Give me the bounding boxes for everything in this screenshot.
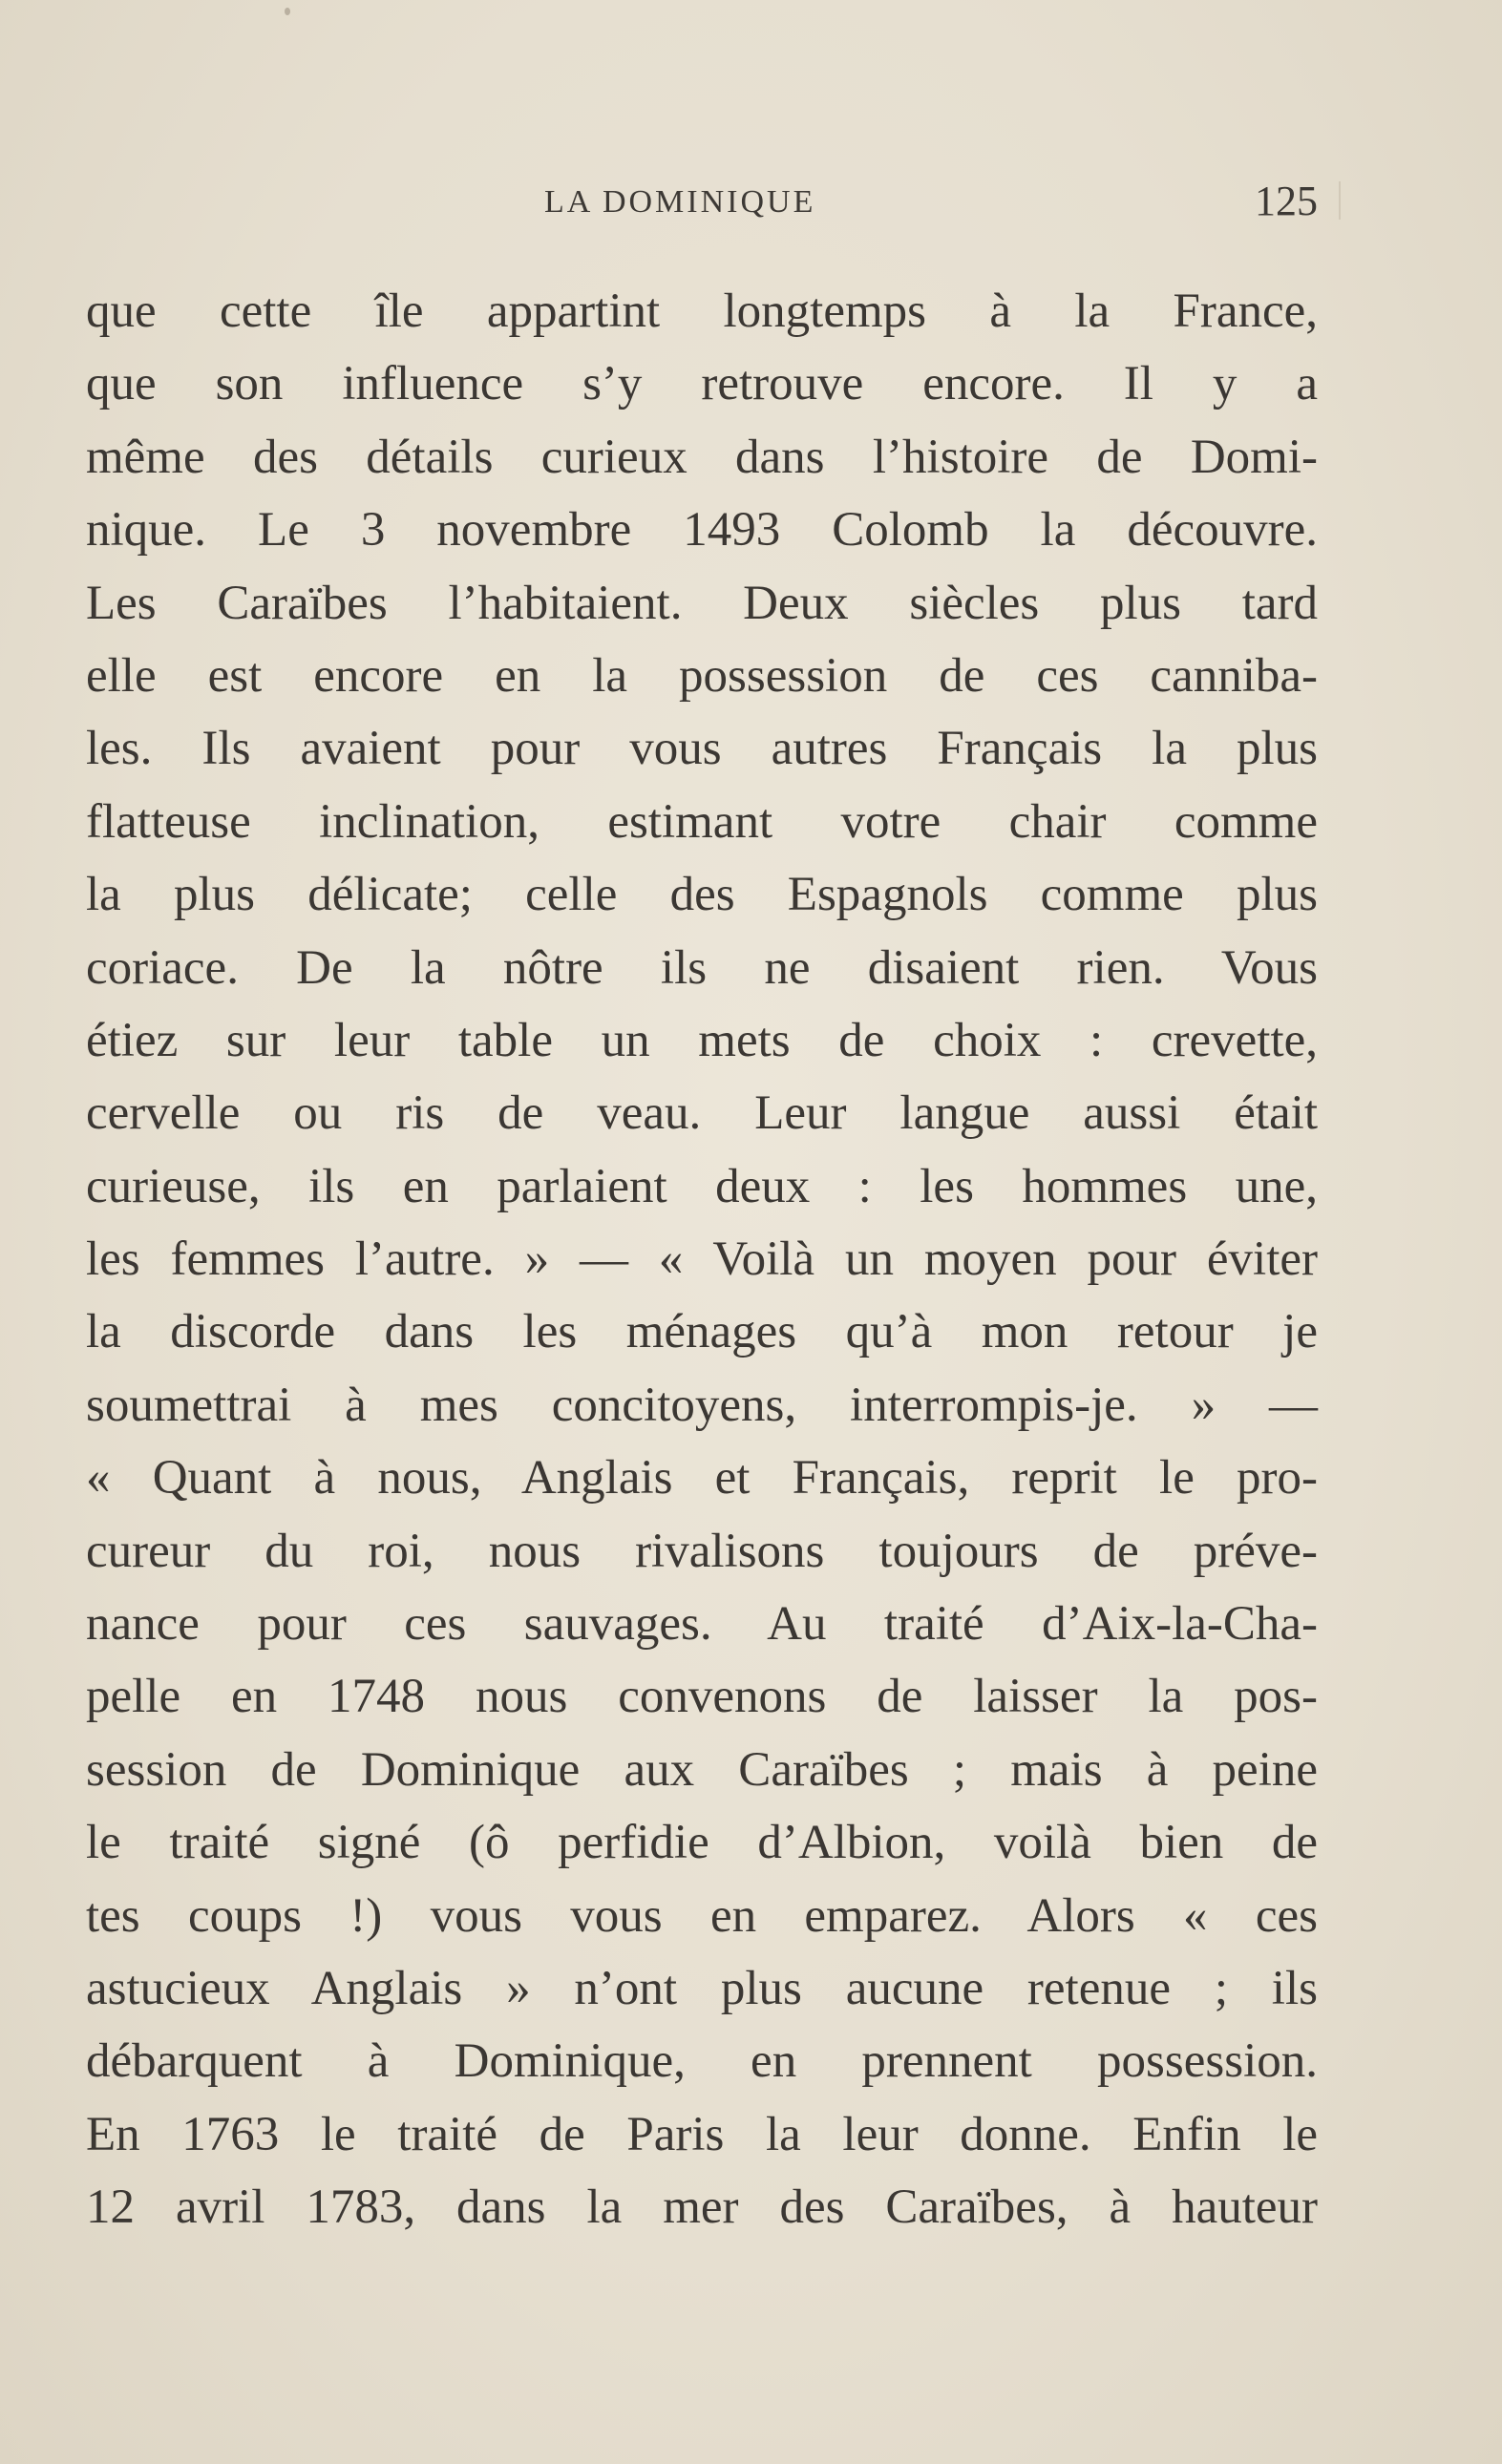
text-line: astucieux Anglais » n’ont plus aucune retenue ; ils <box>86 1961 1318 2015</box>
text-line: « Quant à nous, Anglais et Français, reprit le pro- <box>86 1451 1318 1506</box>
text-line: elle est encore en la possession de ces canniba- <box>86 648 1318 703</box>
page-number: 125 <box>1255 178 1318 224</box>
text-line: session de Dominique aux Caraïbes ; mais à peine <box>86 1742 1318 1797</box>
text-line: 12 avril 1783, dans la mer des Caraïbes, à hauteur <box>86 2180 1318 2235</box>
text-line: soumettrai à mes concitoyens, interrompis-je. » — <box>86 1378 1318 1432</box>
text-line: cureur du roi, nous rivalisons toujours de préve- <box>86 1524 1318 1578</box>
text-line: coriace. De la nôtre ils ne disaient rien. Vous <box>86 940 1318 995</box>
text-line: pelle en 1748 nous convenons de laisser la pos- <box>86 1670 1318 1724</box>
running-head: LA DOMINIQUE <box>544 184 816 220</box>
text-line: flatteuse inclination, estimant votre chair comme <box>86 794 1318 849</box>
text-line: cervelle ou ris de veau. Leur langue aussi était <box>86 1086 1318 1141</box>
text-line: Les Caraïbes l’habitaient. Deux siècles plus tard <box>86 576 1318 630</box>
page-header <box>86 177 1318 234</box>
text-line: les. Ils avaient pour vous autres Français la plus <box>86 722 1318 776</box>
text-line: même des détails curieux dans l’histoire de Domi- <box>86 430 1318 484</box>
text-line: le traité signé (ô perfidie d’Albion, voilà bien de <box>86 1816 1318 1870</box>
text-line: débarquent à Dominique, en prennent possession. <box>86 2034 1318 2089</box>
text-line: nance pour ces sauvages. Au traité d’Aix-la-Cha- <box>86 1597 1318 1652</box>
text-line: En 1763 le traité de Paris la leur donne. Enfin le <box>86 2107 1318 2161</box>
text-line: curieuse, ils en parlaient deux : les hommes une, <box>86 1159 1318 1213</box>
text-line: tes coups !) vous vous en emparez. Alors « ces <box>86 1888 1318 1943</box>
text-line: que cette île appartint longtemps à la France, <box>86 284 1318 338</box>
body-text <box>86 275 1318 2244</box>
text-line: les femmes l’autre. » — « Voilà un moyen pour éviter <box>86 1232 1318 1287</box>
text-line: la discorde dans les ménages qu’à mon retour je <box>86 1305 1318 1359</box>
page-edge-mark <box>1339 181 1341 220</box>
text-line: nique. Le 3 novembre 1493 Colomb la découvre. <box>86 503 1318 558</box>
page-speck <box>285 8 290 15</box>
text-line: étiez sur leur table un mets de choix : crevette, <box>86 1013 1318 1067</box>
text-line: la plus délicate; celle des Espagnols comme plus <box>86 868 1318 922</box>
text-line: que son influence s’y retrouve encore. Il y a <box>86 357 1318 411</box>
